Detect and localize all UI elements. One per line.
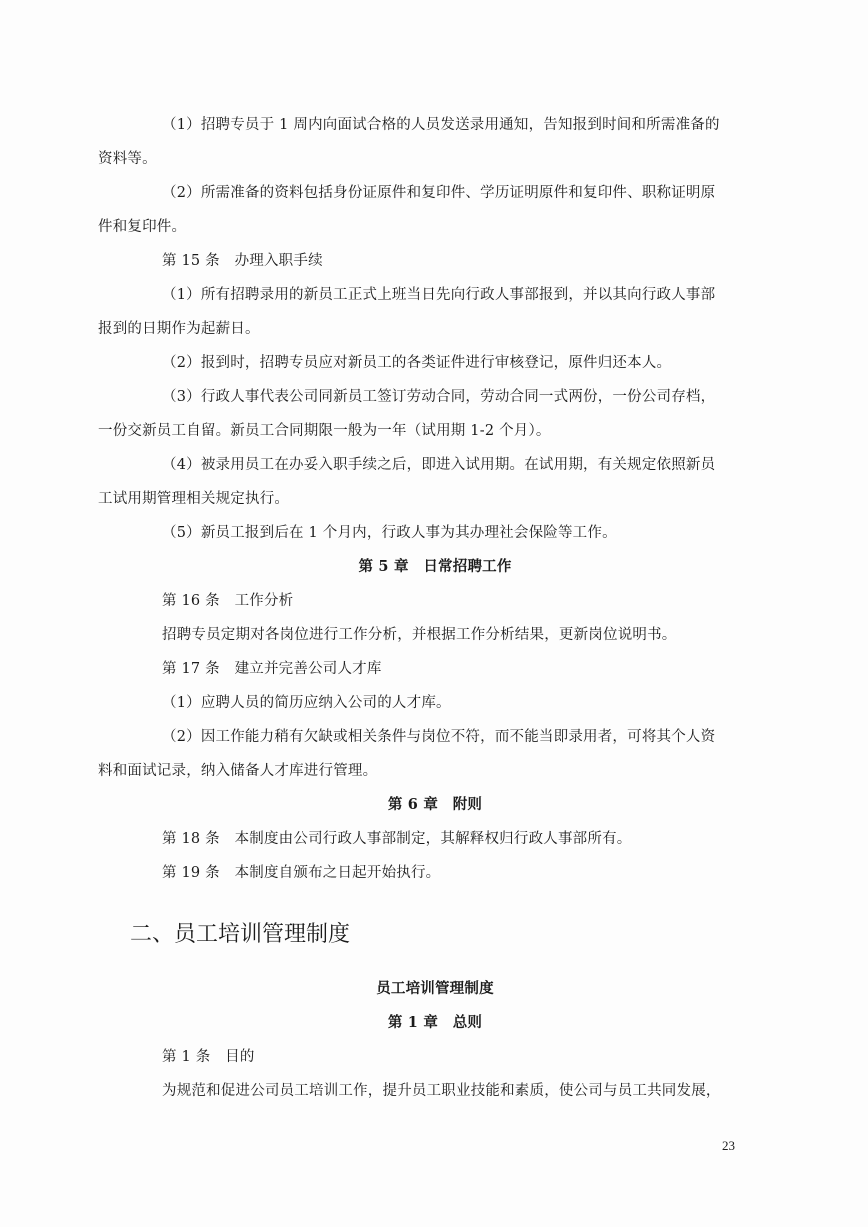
text-line: 第 15 条 办理入职手续 bbox=[162, 253, 323, 269]
text-line: （1）所有招聘录用的新员工正式上班当日先向行政人事部报到，并以其向行政人事部 bbox=[162, 287, 716, 303]
chapter-heading: 第 5 章 日常招聘工作 bbox=[358, 558, 512, 575]
paragraph bbox=[130, 686, 740, 720]
paragraph bbox=[98, 720, 740, 788]
paragraph bbox=[130, 346, 740, 380]
text-line: （2）所需准备的资料包括身份证原件和复印件、学历证明原件和复印件、职称证明原 bbox=[162, 185, 716, 201]
paragraph bbox=[98, 176, 740, 244]
article-heading bbox=[130, 584, 740, 618]
section-heading: 二、员工培训管理制度 bbox=[130, 922, 351, 947]
article-heading bbox=[130, 856, 740, 890]
paragraph bbox=[98, 380, 740, 448]
text-line: （4）被录用员工在办妥入职手续之后，即进入试用期。在试用期，有关规定依照新员 bbox=[162, 457, 716, 473]
text-line: （2）因工作能力稍有欠缺或相关条件与岗位不符，而不能当即录用者，可将其个人资 bbox=[162, 729, 716, 745]
paragraph bbox=[98, 278, 740, 346]
article-heading bbox=[130, 244, 740, 278]
paragraph bbox=[130, 516, 740, 550]
page-number: 23 bbox=[722, 1138, 735, 1153]
paragraph-group-4 bbox=[130, 1040, 740, 1108]
text-line: 第 19 条 本制度自颁布之日起开始执行。 bbox=[162, 865, 441, 881]
text-line: 资料等。 bbox=[98, 151, 157, 167]
text-line: 第 18 条 本制度由公司行政人事部制定，其解释权归行政人事部所有。 bbox=[162, 831, 632, 847]
paragraph-group-1 bbox=[98, 108, 740, 550]
paragraph bbox=[98, 108, 740, 176]
text-line: 工试用期管理相关规定执行。 bbox=[98, 491, 290, 507]
article-heading bbox=[130, 822, 740, 856]
text-line: 第 17 条 建立并完善公司人才库 bbox=[162, 661, 382, 677]
article-heading bbox=[130, 652, 740, 686]
text-line: 报到的日期作为起薪日。 bbox=[98, 321, 260, 337]
text-line: 一份交新员工自留。新员工合同期限一般为一年（试用期 1-2 个月）。 bbox=[98, 423, 551, 439]
text-line: （3）行政人事代表公司同新员工签订劳动合同，劳动合同一式两份，一份公司存档， bbox=[162, 389, 716, 405]
chapter-heading: 第 6 章 附则 bbox=[387, 796, 483, 813]
text-line: （5）新员工报到后在 1 个月内，行政人事为其办理社会保险等工作。 bbox=[162, 525, 617, 541]
paragraph bbox=[130, 1074, 740, 1108]
text-line: 第 16 条 工作分析 bbox=[162, 593, 294, 609]
text-line: （1）招聘专员于 1 周内向面试合格的人员发送录用通知，告知报到时间和所需准备的 bbox=[162, 117, 720, 133]
text-line: 招聘专员定期对各岗位进行工作分析，并根据工作分析结果，更新岗位说明书。 bbox=[162, 627, 677, 643]
text-line: 件和复印件。 bbox=[98, 219, 187, 235]
paragraph bbox=[98, 448, 740, 516]
text-line: 为规范和促进公司员工培训工作，提升员工职业技能和素质，使公司与员工共同发展， bbox=[162, 1083, 721, 1099]
text-line: （1）应聘人员的简历应纳入公司的人才库。 bbox=[162, 695, 451, 711]
text-line: （2）报到时，招聘专员应对新员工的各类证件进行审核登记，原件归还本人。 bbox=[162, 355, 672, 371]
paragraph-group-3 bbox=[130, 822, 740, 890]
document-title: 员工培训管理制度 bbox=[376, 980, 494, 997]
text-line: 料和面试记录，纳入储备人才库进行管理。 bbox=[98, 763, 378, 779]
chapter-heading: 第 1 章 总则 bbox=[387, 1014, 483, 1031]
page-content bbox=[98, 108, 740, 1108]
paragraph-group-2 bbox=[98, 584, 740, 788]
article-heading bbox=[130, 1040, 740, 1074]
text-line: 第 1 条 目的 bbox=[162, 1049, 255, 1065]
paragraph bbox=[130, 618, 740, 652]
